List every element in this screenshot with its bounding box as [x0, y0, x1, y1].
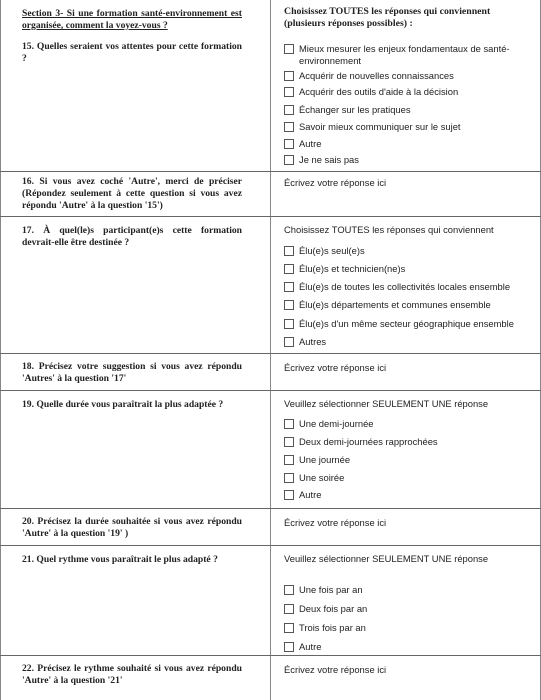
- q19-option[interactable]: Une soirée: [284, 472, 524, 484]
- row-divider: [0, 508, 541, 509]
- q21-option[interactable]: Une fois par an: [284, 584, 524, 596]
- question-number: 15.: [22, 41, 34, 52]
- question-text: Quelles seraient vos attentes pour cette formation ?: [22, 41, 242, 64]
- radio-box[interactable]: [284, 455, 294, 465]
- q21-option[interactable]: Deux fois par an: [284, 603, 524, 615]
- q17-option[interactable]: Élu(e)s de toutes les collectivités locales ensemble: [284, 281, 524, 293]
- question-16: 16. Si vous avez coché 'Autre', merci de préciser (Répondez seulement à cette question si vous avez répondu 'Autre' à la question '15'): [22, 176, 242, 211]
- q16-answer-field[interactable]: Écrivez votre réponse ici: [284, 177, 387, 188]
- checkbox[interactable]: [284, 155, 294, 165]
- row-divider: [0, 216, 541, 217]
- q19-instruction: Veuillez sélectionner SEULEMENT UNE réponse: [284, 398, 489, 409]
- q15-option[interactable]: Savoir mieux communiquer sur le sujet: [284, 121, 524, 133]
- question-19: 19. Quelle durée vous paraîtrait la plus adaptée ?: [22, 399, 224, 410]
- checkbox[interactable]: [284, 319, 294, 329]
- radio-box[interactable]: [284, 642, 294, 652]
- question-17: 17. À quel(le)s participant(e)s cette formation devrait-elle être destinée ?: [22, 225, 242, 248]
- question-22: 22. Précisez le rythme souhaité si vous avez répondu 'Autre' à la question '21': [22, 663, 242, 686]
- q17-option[interactable]: Élu(e)s d'un même secteur géographique ensemble: [284, 318, 524, 330]
- q17-option[interactable]: Élu(e)s seul(e)s: [284, 245, 524, 257]
- checkbox[interactable]: [284, 246, 294, 256]
- q19-option[interactable]: Une demi-journée: [284, 418, 524, 430]
- question-21: 21. Quel rythme vous paraîtrait le plus adapté ?: [22, 554, 218, 565]
- row-divider: [0, 353, 541, 354]
- radio-box[interactable]: [284, 437, 294, 447]
- q15-option[interactable]: Autre: [284, 138, 524, 150]
- left-border: [0, 0, 1, 700]
- q21-option[interactable]: Autre: [284, 641, 524, 653]
- checkbox[interactable]: [284, 122, 294, 132]
- q19-option[interactable]: Autre: [284, 489, 524, 501]
- checkbox[interactable]: [284, 105, 294, 115]
- q15-option[interactable]: Je ne sais pas: [284, 154, 524, 166]
- row-divider: [0, 545, 541, 546]
- q19-option[interactable]: Une journée: [284, 454, 524, 466]
- checkbox[interactable]: [284, 337, 294, 347]
- q21-option[interactable]: Trois fois par an: [284, 622, 524, 634]
- q15-option[interactable]: Acquérir des outils d'aide à la décision: [284, 86, 524, 98]
- q15-option[interactable]: Mieux mesurer les enjeux fondamentaux de santé-environnement: [284, 43, 524, 67]
- checkbox[interactable]: [284, 71, 294, 81]
- q17-option[interactable]: Élu(e)s et technicien(ne)s: [284, 263, 524, 275]
- checkbox[interactable]: [284, 87, 294, 97]
- question-20: 20. Précisez la durée souhaitée si vous avez répondu 'Autre' à la question '19' ): [22, 516, 242, 539]
- q20-answer-field[interactable]: Écrivez votre réponse ici: [284, 517, 387, 528]
- section-title: Section 3- Si une formation santé-environnement est organisée, comment la voyez-vous ?: [22, 8, 242, 31]
- checkbox[interactable]: [284, 282, 294, 292]
- radio-box[interactable]: [284, 623, 294, 633]
- q22-answer-field[interactable]: Écrivez votre réponse ici: [284, 664, 387, 675]
- q18-answer-field[interactable]: Écrivez votre réponse ici: [284, 362, 387, 373]
- q15-option[interactable]: Acquérir de nouvelles connaissances: [284, 70, 524, 82]
- question-15: [22, 41, 242, 65]
- checkbox[interactable]: [284, 264, 294, 274]
- row-divider: [0, 171, 541, 172]
- row-divider: [0, 390, 541, 391]
- radio-box[interactable]: [284, 585, 294, 595]
- checkbox[interactable]: [284, 139, 294, 149]
- q17-option[interactable]: Autres: [284, 336, 524, 348]
- q17-instruction: Choisissez TOUTES les réponses qui conviennent: [284, 224, 494, 235]
- q17-option[interactable]: Élu(e)s départements et communes ensemble: [284, 299, 524, 311]
- column-divider: [270, 0, 271, 700]
- radio-box[interactable]: [284, 604, 294, 614]
- radio-box[interactable]: [284, 473, 294, 483]
- question-18: 18. Précisez votre suggestion si vous avez répondu 'Autres' à la question '17': [22, 361, 243, 384]
- radio-box[interactable]: [284, 490, 294, 500]
- checkbox[interactable]: [284, 300, 294, 310]
- q21-instruction: Veuillez sélectionner SEULEMENT UNE réponse: [284, 553, 489, 564]
- radio-box[interactable]: [284, 419, 294, 429]
- checkbox[interactable]: [284, 44, 294, 54]
- q15-option[interactable]: Échanger sur les pratiques: [284, 104, 524, 116]
- q19-option[interactable]: Deux demi-journées rapprochées: [284, 436, 524, 448]
- row-divider: [0, 655, 541, 656]
- q15-instruction: Choisissez TOUTES les réponses qui conviennent (plusieurs réponses possibles) :: [284, 6, 491, 29]
